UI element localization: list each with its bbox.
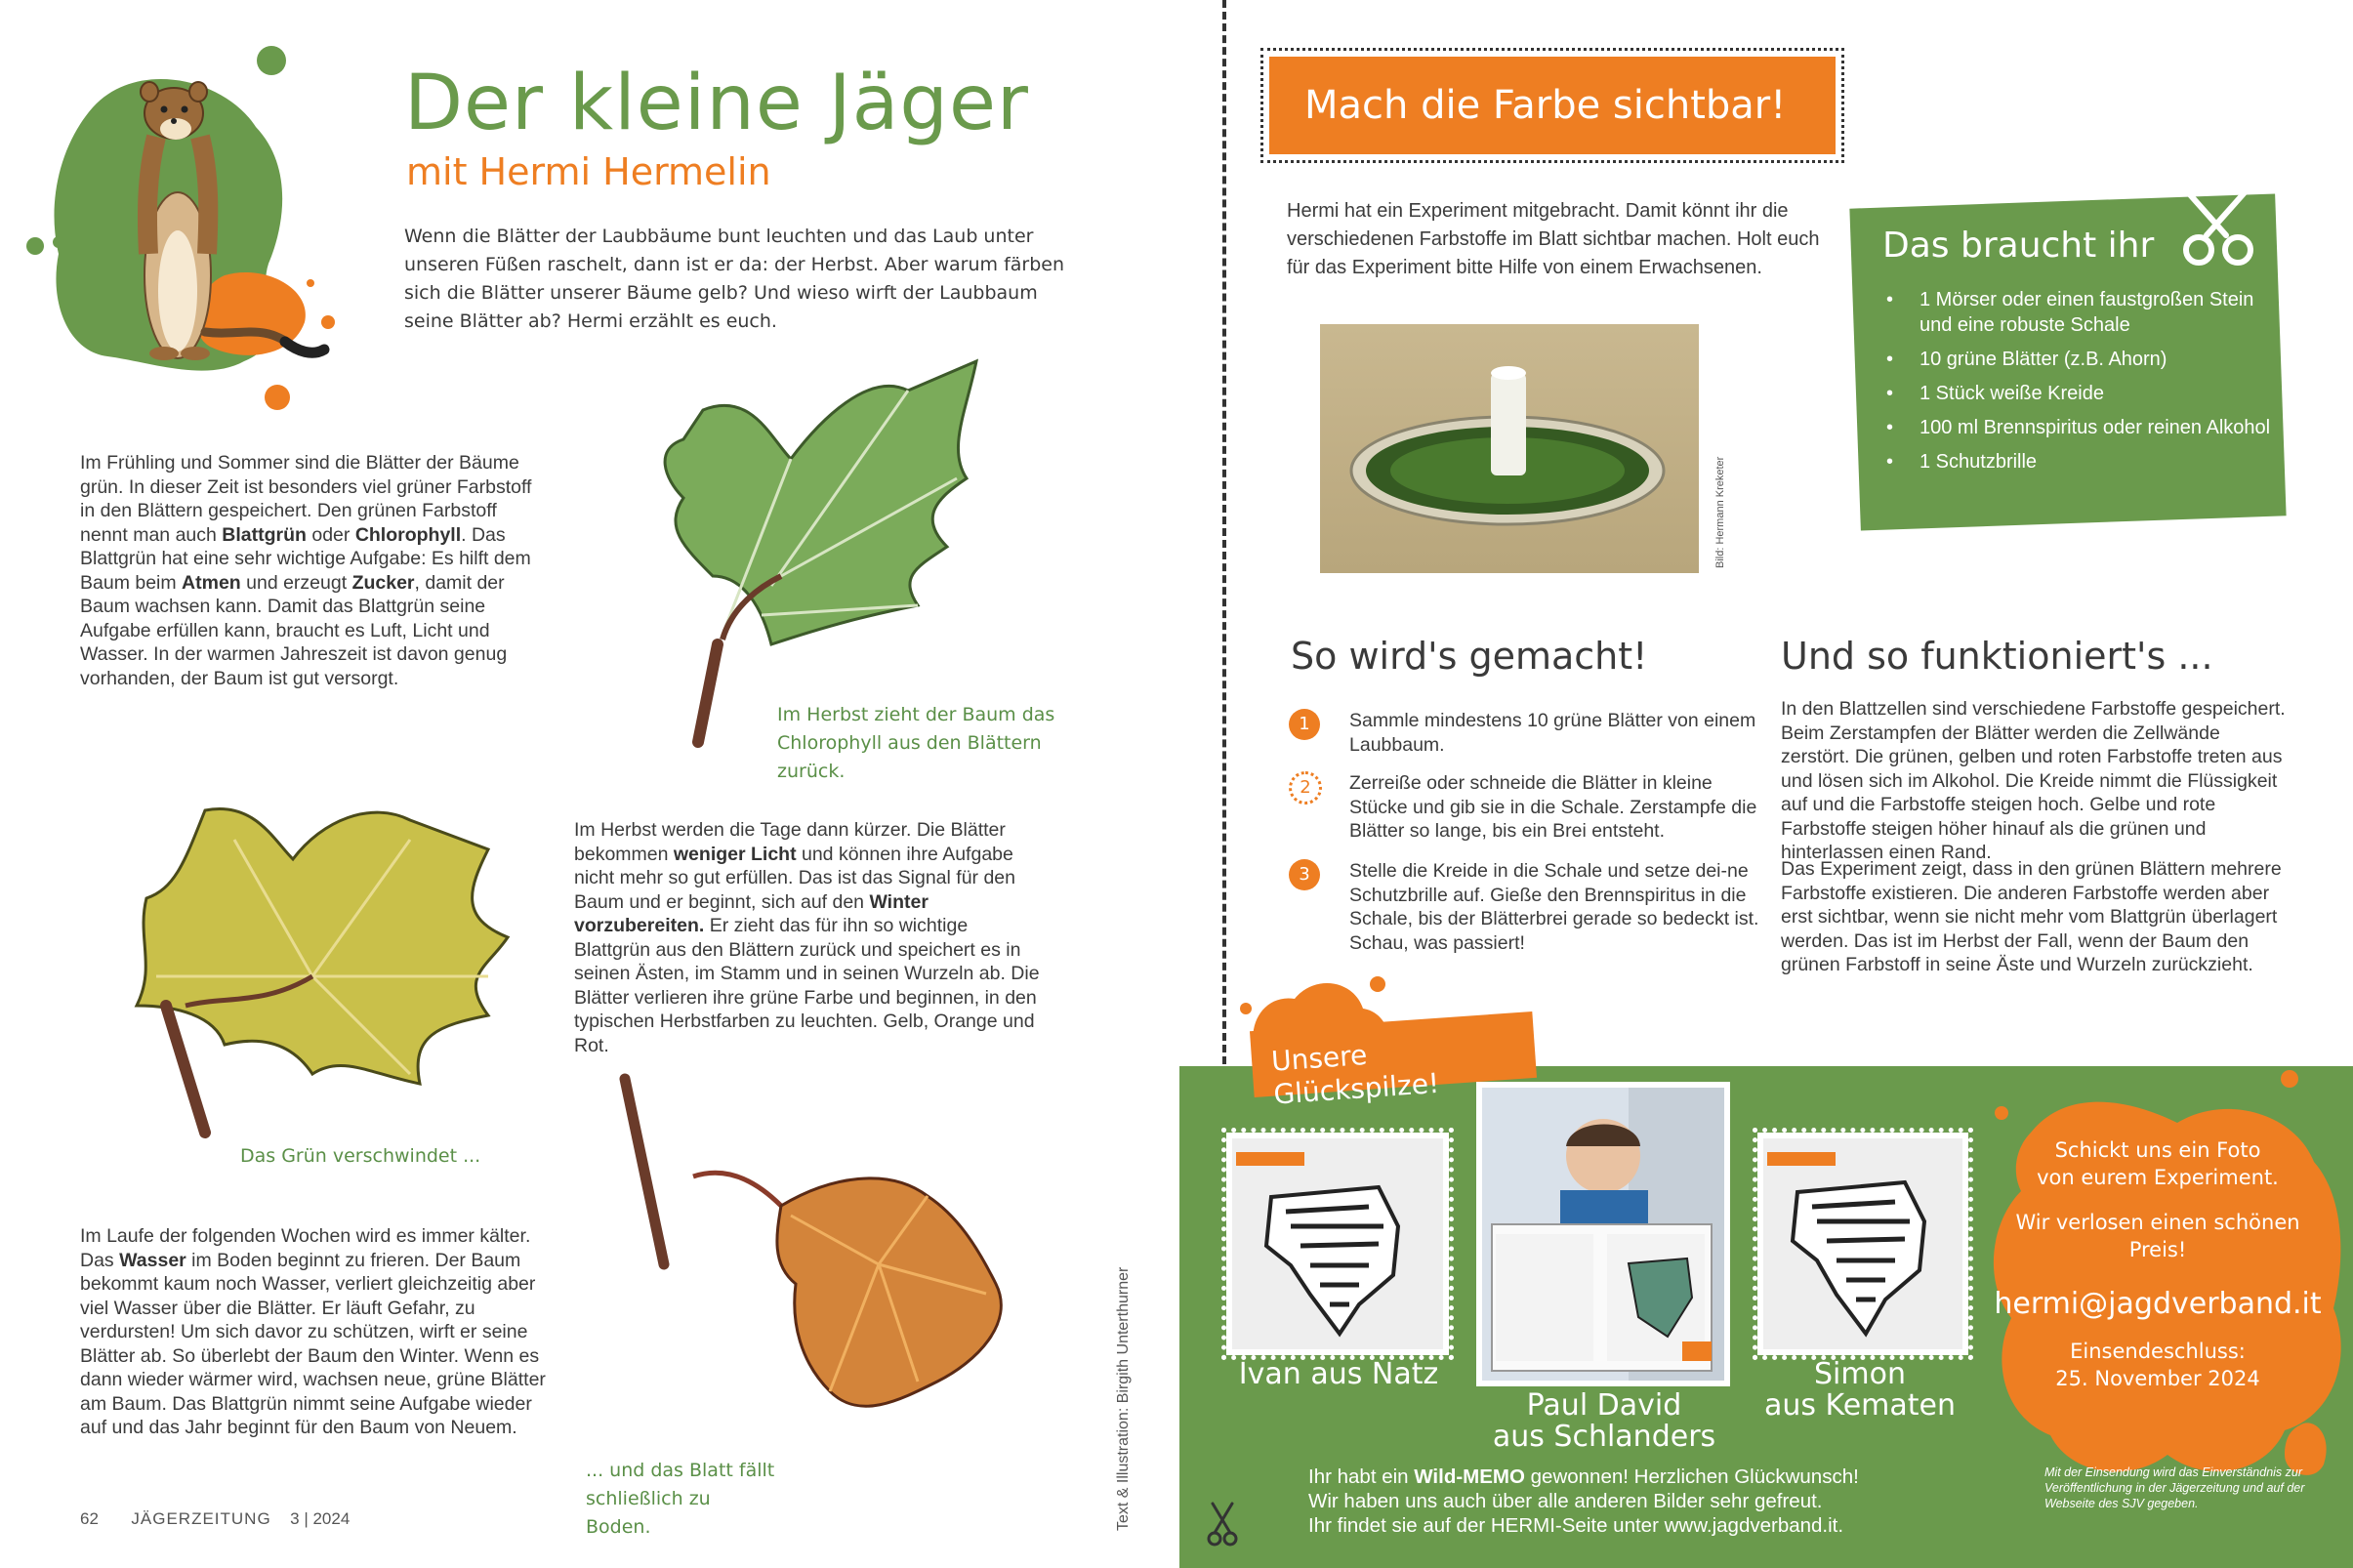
winner-photo-1 — [1232, 1138, 1443, 1349]
needs-item: • 1 Schutzbrille — [1882, 449, 2273, 475]
needs-item: • 1 Mörser oder einen faustgroßen Stein und eine robuste Schale — [1882, 287, 2273, 338]
prize-text: Ihr habt ein Wild-MEMO gewonnen! Herzlichen Glückwunsch! Wir haben uns auch über alle anderen Bilder sehr gefreut. Ihr findet sie auf der HERMI-Seite unter www.jagdverband.it. — [1308, 1465, 1859, 1537]
call-to-action: Schickt uns ein Foto von eurem Experiment. Wir verlosen einen schönen Preis! hermi@jagdverband.it Einsendeschluss: 25. November 2024 — [1992, 1136, 2324, 1392]
paragraph-autumn: Im Herbst werden die Tage dann kürzer. Die Blätter bekommen weniger Licht und können ihre Aufgabe nicht mehr so gut erfüllen. Das ist das Signal für den Baum und er beginnt, sich auf den Winter vorzubereiten. Er zieht das für ihn so wichtige Blattgrün aus den Blättern zurück und speichert es in seinen Ästen, im Stamm und in seinen Wurzeln ab. Die Blätter verlieren ihre grüne Farbe und beginnen, in den typischen Herbstfarben zu leuchten. Gelb, Orange und Rot. — [574, 819, 1040, 1056]
page-number: 62 — [80, 1509, 99, 1528]
credit-text: Text & Illustration: Birgith Unterthurner — [1115, 1266, 1132, 1531]
how-title: So wird's gemacht! — [1291, 635, 1648, 678]
disclaimer: Mit der Einsendung wird das Einverständnis zur Veröffentlichung in der Jägerzeitung und auf der Webseite des SJV gegeben. — [2044, 1465, 2305, 1510]
needs-title: Das braucht ihr — [1882, 226, 2155, 266]
magazine-name: JÄGERZEITUNG — [131, 1509, 271, 1528]
step-number: 2 — [1289, 771, 1322, 805]
winner-name-1: Ivan aus Natz — [1238, 1357, 1439, 1391]
step-text: Sammle mindestens 10 grüne Blätter von einem Laubbaum. — [1349, 710, 1756, 756]
scissors-icon — [2167, 182, 2265, 269]
caption-orange-leaf: ... und das Blatt fällt schließlich zu Boden. — [586, 1460, 775, 1538]
works-title: Und so funktioniert's ... — [1781, 635, 2213, 678]
winner-photo-3 — [1763, 1138, 1962, 1349]
photo-credit: Bild: Hermann Kreketer — [1714, 456, 1726, 568]
needs-item: • 100 ml Brennspiritus oder reinen Alkohol — [1882, 415, 2273, 440]
works-paragraph-1: In den Blattzellen sind verschiedene Farbstoffe gespeichert. Beim Zerstampfen der Blätter werden die Zellwände zerstört. Die grünen, gelben und roten Farbstoffe treten aus und lösen sich im Alkohol. Die Kreide nimmt die Flüssigkeit auf und die Farbstoffe steigen hoch. Gelbe und rote Farbstoffe steigen höher hinauf als die grünen und hinterlassen einen Rand. — [1781, 698, 2286, 863]
experiment-intro: Hermi hat ein Experiment mitgebracht. Damit könnt ihr die verschiedenen Farbstoffe im Blatt sichtbar machen. Holt euch für das Experiment bitte Hilfe von einem Erwachsenen. — [1287, 200, 1820, 278]
cut-line — [1222, 0, 1226, 1064]
page-title: Der kleine Jäger — [404, 60, 1029, 147]
banner — [1269, 57, 1836, 154]
scissors-icon-bottom — [1203, 1500, 1242, 1548]
needs-list — [1882, 287, 2273, 475]
winner-photo-2 — [1482, 1088, 1724, 1381]
orange-leaf-illustration — [605, 1069, 1074, 1440]
experiment-photo — [1320, 324, 1699, 573]
needs-item: • 10 grüne Blätter (z.B. Ahorn) — [1882, 347, 2273, 372]
works-paragraph-2: Das Experiment zeigt, dass in den grünen Blättern mehrere Farbstoffe existieren. Die anderen Farbstoffe werden aber erst sichtbar, wenn sie nicht mehr vom Blattgrün überlagert werden. Das ist im Herbst der Fall, wenn der Baum den grünen Farbstoff in seine Äste und Wurzeln zurückzieht. — [1781, 858, 2282, 975]
step-text: Stelle die Kreide in die Schale und setze dei-ne Schutzbrille auf. Gieße den Brennspiritus in die Schale, bis der Blätterbrei gerade so bedeckt ist. Schau, was passiert! — [1349, 860, 1759, 954]
paragraph-winter: Im Laufe der folgenden Wochen wird es immer kälter. Das Wasser im Boden beginnt zu frieren. Der Baum bekommt kaum noch Wasser, verliert gleichzeitig aber viel Wasser über die Blätter. Er läuft Gefahr, zu verdursten! Um sich davor zu schützen, wirft er seine Blätter ab. So überlebt der Baum den Winter. Wenn es dann wieder wärmer wird, wachsen neue, grüne Blätter am Baum. Das Blattgrün nimmt seine Aufgabe wieder auf und das Jahr beginnt für den Baum von Neuem. — [80, 1225, 546, 1438]
banner-title: Mach die Farbe sichtbar! — [1304, 83, 1787, 128]
page-footer — [80, 1509, 350, 1529]
intro-text: Wenn die Blätter der Laubbäume bunt leuchten und das Laub unter unseren Füßen raschelt, dann ist er da: der Herbst. Aber warum färben sich die Blätter unserer Bäume gelb? Und wieso wirft der Laubbaum seine Blätter ab? Hermi erzählt es euch. — [404, 226, 1065, 332]
caption-yellow-leaf: Das Grün verschwindet ... — [240, 1145, 481, 1167]
green-leaf-illustration — [625, 351, 1015, 752]
winner-name-3: Simon aus Kematen — [1763, 1357, 1957, 1423]
step-number: 1 — [1289, 709, 1320, 740]
step-text: Zerreiße oder schneide die Blätter in kleine Stücke und gib sie in die Schale. Zerstampfe die Blätter so lange, bis ein Brei entsteht. — [1349, 772, 1757, 842]
paragraph-spring: Im Frühling und Sommer sind die Blätter der Bäume grün. In dieser Zeit ist besonders viel grüner Farbstoff in den Blättern gespeichert. Den grünen Farbstoff nennt man auch Blattgrün oder Chlorophyll. Das Blattgrün hat eine sehr wichtige Aufgabe: Es hilft dem Baum beim Atmen und erzeugt Zucker, damit der Baum wachsen kann. Damit das Blattgrün seine Aufgabe erfüllen kann, braucht es Luft, Licht und Wasser. In der warmen Jahreszeit ist davon genug vorhanden, der Baum ist gut versorgt. — [80, 452, 532, 689]
caption-green-leaf: Im Herbst zieht der Baum das Chlorophyll aus den Blättern zurück. — [777, 704, 1055, 782]
step-number: 3 — [1289, 859, 1320, 890]
winners-title: Unsere Glückspilze! — [1270, 1038, 1441, 1111]
ermine-illustration — [0, 20, 351, 430]
winner-name-2: Paul David aus Schlanders — [1492, 1388, 1716, 1454]
email-link[interactable]: hermi@jagdverband.it — [1994, 1287, 2322, 1321]
page-subtitle: mit Hermi Hermelin — [406, 150, 771, 193]
yellow-leaf-illustration — [117, 781, 547, 1152]
needs-item: • 1 Stück weiße Kreide — [1882, 381, 2273, 406]
issue: 3 | 2024 — [290, 1509, 351, 1528]
